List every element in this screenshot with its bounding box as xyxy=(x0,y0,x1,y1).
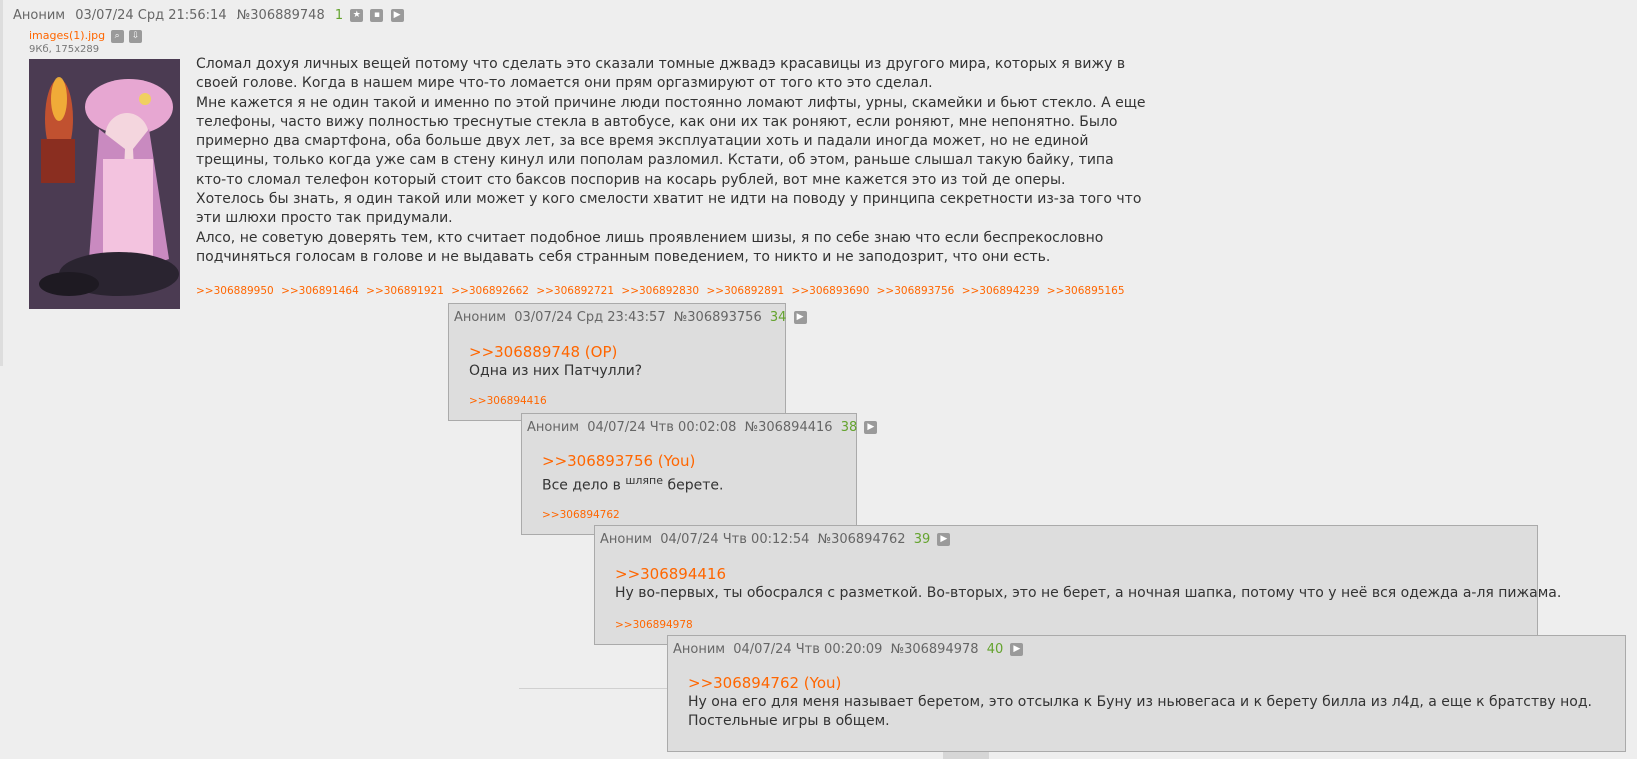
reply-date: 03/07/24 Срд 23:43:57 xyxy=(514,310,666,325)
reply-number[interactable]: №306894978 xyxy=(890,642,979,657)
reply-text-before: Все дело в xyxy=(542,477,626,494)
reply-author: Аноним xyxy=(673,642,726,657)
reply-text: Ну она его для меня называет беретом, это отсылка к Буну из ньювегаса и к берету билла из л4д, а еще к братству нод. xyxy=(688,694,1592,710)
reply-number[interactable]: №306894762 xyxy=(817,532,906,547)
reply-header xyxy=(454,310,807,325)
reply-link[interactable]: >>306893690 xyxy=(791,285,870,297)
reply-post xyxy=(521,413,875,535)
reply-count: 38 xyxy=(840,420,858,435)
op-paragraph: Сломал дохуя личных вещей потому что сделать это сказали томные джвадэ красавицы из другого мира, которых я вижу в своей голове. Когда в нашем мире что-то ломается они прям оргазмируют от того кто это сделал. xyxy=(196,56,1126,92)
play-icon[interactable]: ▶ xyxy=(864,421,877,434)
reply-body xyxy=(688,674,1592,731)
reply-text xyxy=(542,471,723,496)
reply-text: Одна из них Патчулли? xyxy=(469,363,643,379)
reply-text: Постельные игры в общем. xyxy=(688,713,890,729)
post-thumbnail[interactable] xyxy=(29,59,180,309)
reply-count: 39 xyxy=(913,532,931,547)
reply-count: 34 xyxy=(769,310,787,325)
reply-link[interactable]: >>306892830 xyxy=(621,285,700,297)
op-paragraph: Хотелось бы знать, я один такой или может у кого смелости хватит не идти на поводу у принципа секретности из-за того что эти шлюхи просто так придумали. xyxy=(196,191,1142,227)
reply-date: 04/07/24 Чтв 00:12:54 xyxy=(660,532,810,547)
reply-link[interactable]: >>306894978 xyxy=(615,619,693,631)
reply-post xyxy=(594,525,1562,645)
reply-header xyxy=(600,532,950,547)
file-info xyxy=(29,29,142,55)
reply-link[interactable]: >>306894416 xyxy=(469,395,547,407)
quote-link[interactable]: >>306893756 (You) xyxy=(542,452,696,470)
search-icon[interactable]: ⌕ xyxy=(111,30,124,43)
reply-link[interactable]: >>306893756 xyxy=(876,285,955,297)
reply-text-sup: шляпе xyxy=(625,474,664,487)
op-header xyxy=(13,8,404,23)
reply-body xyxy=(469,343,642,381)
op-replies xyxy=(196,285,1129,297)
op-date: 03/07/24 Срд 21:56:14 xyxy=(75,8,227,23)
quote-link[interactable]: >>306889748 (OP) xyxy=(469,343,618,361)
reply-text-after: берете. xyxy=(663,477,724,494)
op-message xyxy=(196,55,1146,267)
reply-date: 04/07/24 Чтв 00:20:09 xyxy=(733,642,883,657)
reply-author: Аноним xyxy=(600,532,653,547)
thread-left-border xyxy=(0,0,3,366)
reply-body xyxy=(615,565,1561,603)
reply-link[interactable]: >>306894239 xyxy=(961,285,1040,297)
reply-link[interactable]: >>306892662 xyxy=(451,285,529,297)
reply-post xyxy=(667,635,1626,752)
play-icon[interactable]: ▶ xyxy=(937,533,950,546)
quote-link[interactable]: >>306894762 (You) xyxy=(688,674,842,692)
play-icon[interactable]: ▶ xyxy=(794,311,807,324)
reply-text: Ну во-первых, ты обосрался с разметкой. Во-вторых, это не берет, а ночная шапка, потому что у неё вся одежда а-ля пижама. xyxy=(615,585,1562,601)
reply-author: Аноним xyxy=(454,310,507,325)
reply-body xyxy=(542,452,723,496)
star-icon[interactable]: ★ xyxy=(350,9,363,22)
file-meta: 9Кб, 175x289 xyxy=(29,43,100,55)
download-icon[interactable]: ⇩ xyxy=(129,30,142,43)
op-number[interactable]: №306889748 xyxy=(236,8,325,23)
op-paragraph: Мне кажется я не один такой и именно по этой причине люди постоянно ломают лифты, урны, скамейки и бьют стекло. А еще телефоны, часто вижу полностью треснутые стекла в автобусе, как они их так роняют, если роняют, мне непонятно. Было примерно два смартфона, оба больше двух лет, за все время эксплуатации хоть и падали иногда может, но не единой трещины, только когда уже сам в стену кинул или пополам разломил. Кстати, об этом, раньше слышал такую байку, типа кто-то сломал телефон который стоит сто баксов поспорив на косарь рублей, вот мне кажется это из той де оперы. xyxy=(196,94,1146,188)
reply-date: 04/07/24 Чтв 00:02:08 xyxy=(587,420,737,435)
bottom-tab xyxy=(943,752,989,759)
divider xyxy=(519,688,669,689)
reply-number[interactable]: №306894416 xyxy=(744,420,833,435)
reply-link[interactable]: >>306889950 xyxy=(196,285,274,297)
op-reply-count: 1 xyxy=(334,8,344,23)
reply-number[interactable]: №306893756 xyxy=(673,310,762,325)
reply-link[interactable]: >>306895165 xyxy=(1046,285,1125,297)
reply-link[interactable]: >>306891464 xyxy=(281,285,359,297)
op-paragraph: Алсо, не советую доверять тем, кто считает подобное лишь проявлением шизы, я по себе знаю что если беспрекословно подчиняться голосам в голове и не выдавать себя странным поведением, то никто и не заподозрит, что они есть. xyxy=(196,229,1104,265)
reply-header xyxy=(673,642,1023,657)
reply-link[interactable]: >>306894762 xyxy=(542,509,620,521)
reply-link[interactable]: >>306892721 xyxy=(536,285,615,297)
reply-author: Аноним xyxy=(527,420,580,435)
quote-link[interactable]: >>306894416 xyxy=(615,565,727,583)
reply-count: 40 xyxy=(986,642,1004,657)
op-author: Аноним xyxy=(13,8,66,23)
play-icon[interactable]: ▶ xyxy=(391,9,404,22)
reply-header xyxy=(527,420,877,435)
reply-link[interactable]: >>306891921 xyxy=(366,285,444,297)
reply-post xyxy=(448,303,804,421)
file-name-link[interactable]: images(1).jpg xyxy=(29,29,106,42)
play-icon[interactable]: ▶ xyxy=(1010,643,1023,656)
hide-icon[interactable]: ▪ xyxy=(370,9,383,22)
reply-link[interactable]: >>306892891 xyxy=(706,285,785,297)
